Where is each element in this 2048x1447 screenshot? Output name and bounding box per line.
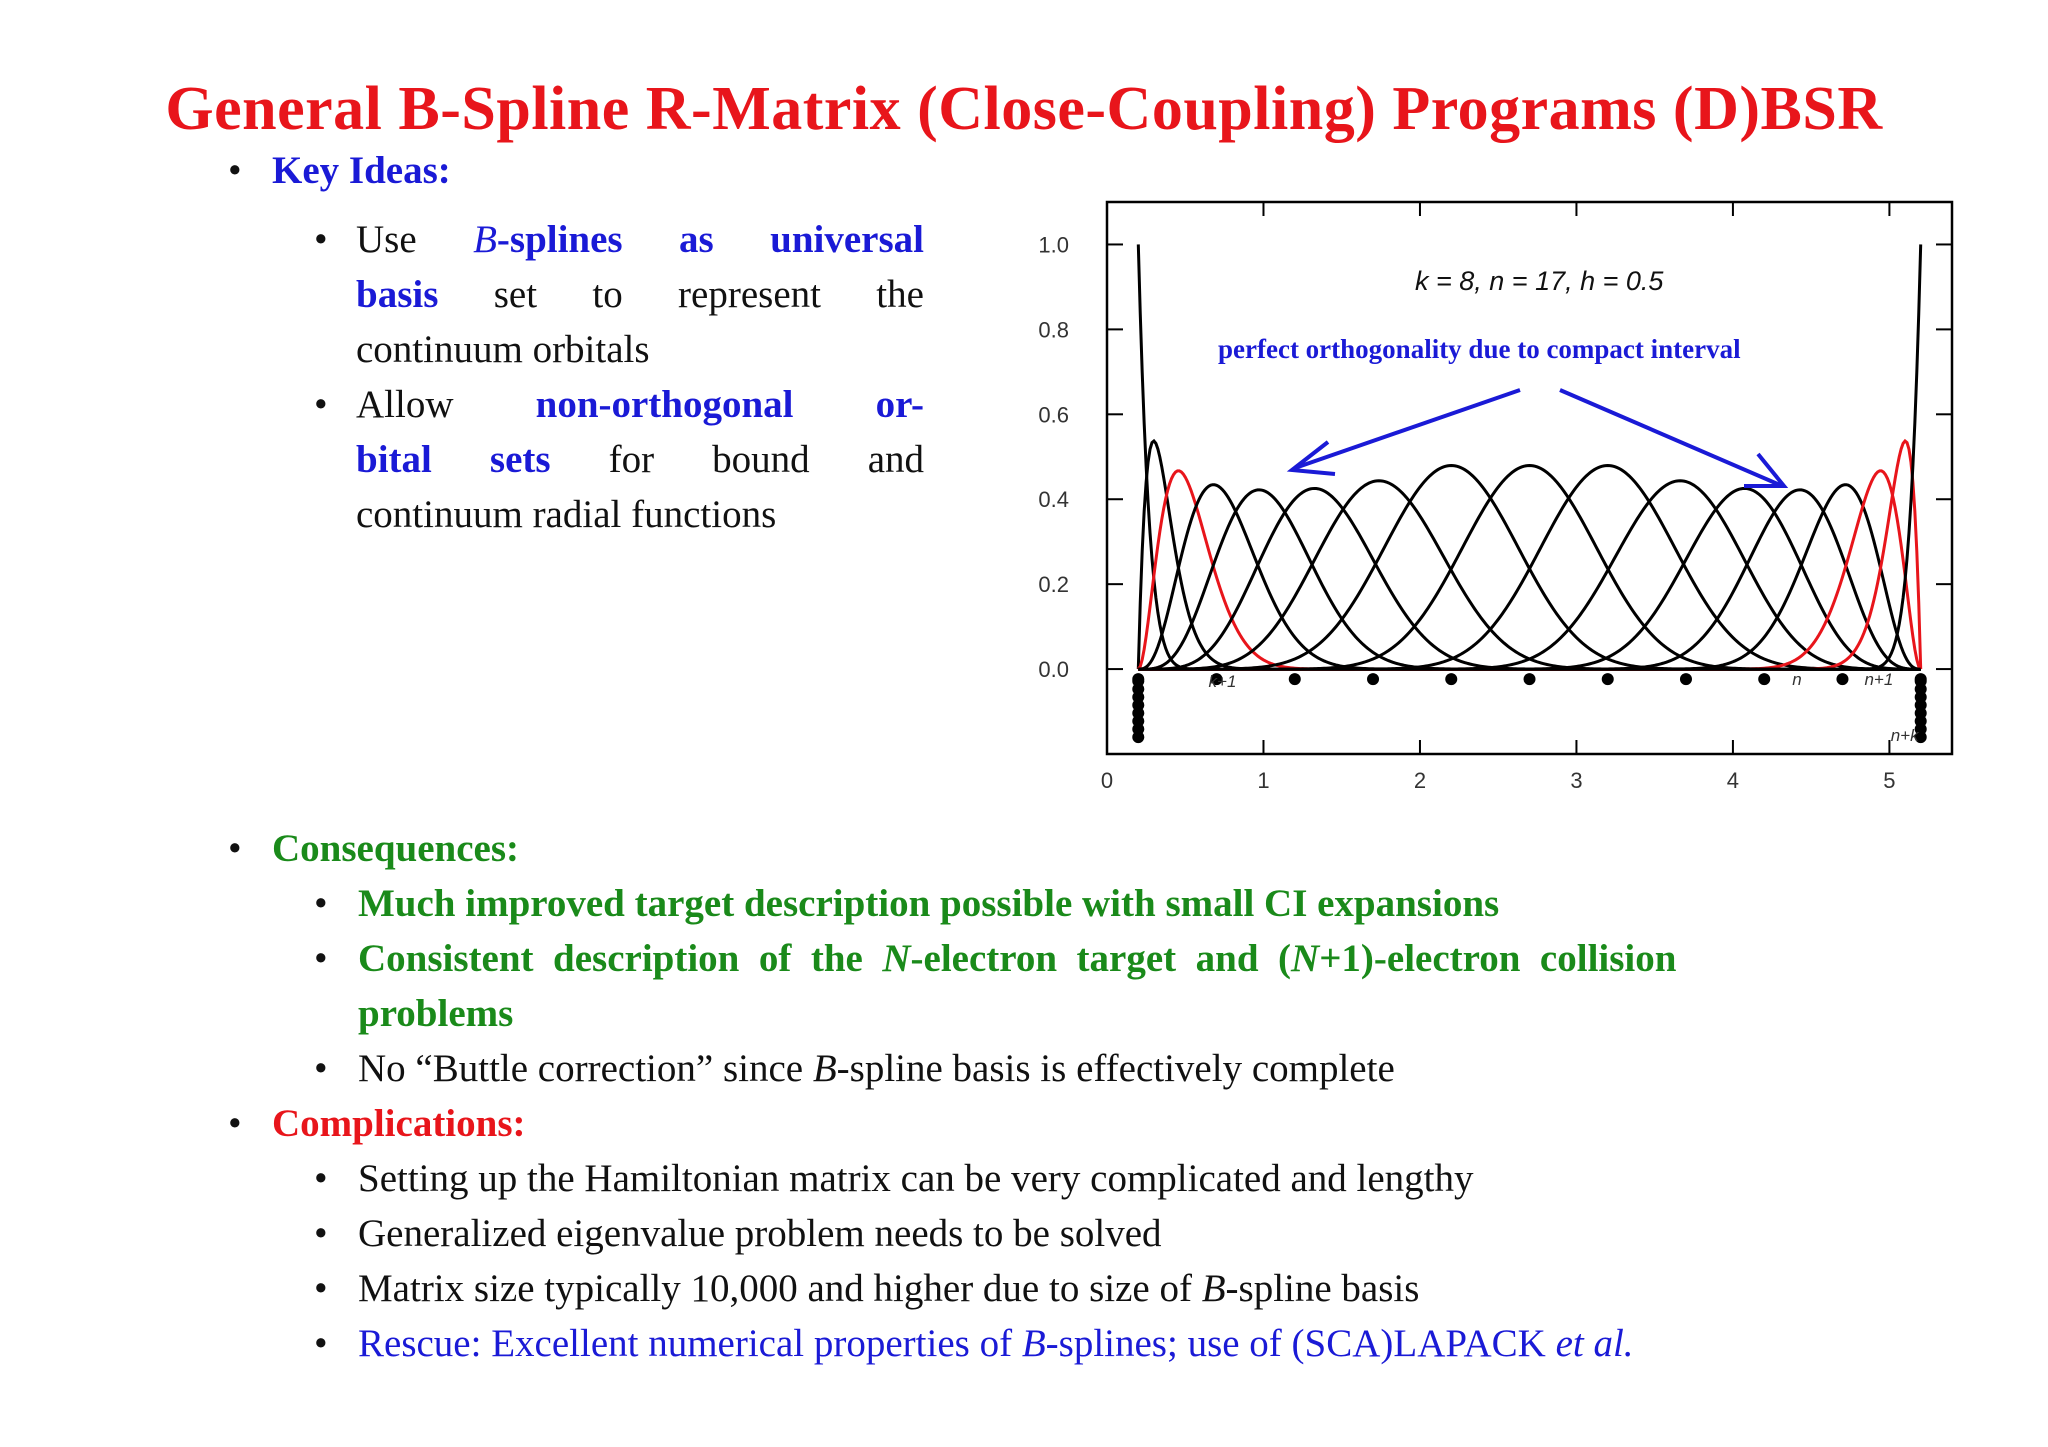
spline-curve [1138, 441, 1920, 669]
spline-curve [1138, 485, 1920, 669]
bullet-icon: • [314, 1212, 328, 1255]
bullet-icon: • [314, 1267, 328, 1310]
key-idea-2-line-2: bital sets for bound and [356, 438, 924, 481]
knot-dot-multiple [1132, 731, 1144, 743]
key-ideas-list [314, 212, 924, 542]
bullet-icon: • [314, 882, 328, 925]
spline-curve [1138, 481, 1920, 669]
chart-annotation: perfect orthogonality due to compact interval [1218, 334, 1741, 364]
bullet-icon: • [314, 1322, 328, 1365]
bullet-icon: • [314, 383, 328, 426]
x-tick-label: 3 [1570, 768, 1583, 793]
knot-dot [1680, 673, 1692, 685]
complication-2: • Generalized eigenvalue problem needs to be solved [314, 1212, 1162, 1255]
knot-label: n+k [1890, 726, 1919, 746]
bullet-icon: • [314, 218, 328, 261]
consequence-3: • No “Buttle correction” since B-spline basis is effectively complete [314, 1047, 1395, 1090]
spline-curve [1138, 244, 1920, 669]
spline-curve [1138, 490, 1920, 669]
spline-curves [1138, 244, 1920, 669]
knot-dot [1602, 673, 1614, 685]
complication-3: • Matrix size typically 10,000 and higher due to size of B-spline basis [314, 1267, 1420, 1310]
spline-curve [1138, 488, 1920, 669]
knot-dot [1289, 673, 1301, 685]
chart-params: k = 8, n = 17, h = 0.5 [1415, 266, 1664, 296]
bullet-icon: • [314, 1157, 328, 1200]
bullet-icon: • [228, 1102, 242, 1145]
x-tick-label: 5 [1883, 768, 1896, 793]
bullet-icon: • [314, 1047, 328, 1090]
y-tick-label: 0.8 [1038, 317, 1069, 343]
spline-curve [1138, 244, 1920, 669]
knot-dot [1367, 673, 1379, 685]
consequences-label: Consequences: [272, 827, 520, 870]
complication-4: • Rescue: Excellent numerical properties of B-splines; use of (SCA)LAPACK et al. [314, 1322, 1634, 1365]
bullet-icon: • [228, 149, 242, 192]
knot-dot [1445, 673, 1457, 685]
slide-title: General B-Spline R-Matrix (Close-Coupling) Programs (D)BSR [165, 75, 1883, 143]
consequences-heading [228, 826, 519, 871]
key-idea-2-line-1: • Allow non-orthogonal or- [314, 377, 924, 432]
y-tick-label: 0.0 [1038, 657, 1069, 683]
complications-label: Complications: [272, 1102, 526, 1145]
complication-1: • Setting up the Hamiltonian matrix can be very complicated and lengthy [314, 1157, 1474, 1200]
knot-markers [1132, 670, 1926, 745]
consequence-2-line-2: problems [358, 992, 514, 1035]
key-idea-1-line-1: • Use B-splines as universal [314, 212, 924, 267]
bullet-icon: • [228, 827, 242, 870]
x-tick-label: 2 [1413, 768, 1427, 793]
annotation-arrows [1292, 390, 1784, 486]
key-idea-2-line-3: continuum radial functions [356, 493, 777, 536]
spline-curve [1138, 485, 1920, 669]
key-ideas-label: Key Ideas: [272, 149, 451, 192]
spline-curve [1138, 488, 1920, 669]
spline-curve [1138, 481, 1920, 669]
consequence-1: • Much improved target description possible with small CI expansions [314, 882, 1500, 925]
complications-heading [228, 1101, 526, 1146]
knot-label: n [1792, 670, 1802, 690]
spline-curve-highlighted [1138, 441, 1920, 669]
bspline-chart [1000, 190, 1980, 800]
y-tick-label: 1.0 [1038, 232, 1069, 258]
arrow-left [1295, 390, 1520, 468]
y-tick-label: 0.4 [1038, 487, 1069, 513]
spline-curve [1138, 490, 1920, 669]
x-tick-label: 0 [1100, 768, 1114, 793]
y-tick-label: 0.6 [1038, 402, 1069, 428]
bullet-icon: • [314, 937, 328, 980]
knot-label: k+1 [1208, 672, 1237, 692]
knot-label: n+1 [1864, 670, 1894, 690]
x-tick-label: 1 [1257, 768, 1270, 793]
y-tick-label: 0.2 [1038, 572, 1069, 598]
knot-dot [1758, 673, 1770, 685]
key-idea-1-line-2: basis set to represent the [356, 273, 924, 316]
knot-dot [1836, 673, 1848, 685]
key-idea-1-line-3: continuum orbitals [356, 328, 650, 371]
knot-dot [1524, 673, 1536, 685]
key-ideas-heading [228, 148, 451, 193]
x-tick-label: 4 [1726, 768, 1740, 793]
consequence-2-line-1: • Consistent description of the N-electron target and (N+1)-electron collision [314, 937, 1677, 980]
